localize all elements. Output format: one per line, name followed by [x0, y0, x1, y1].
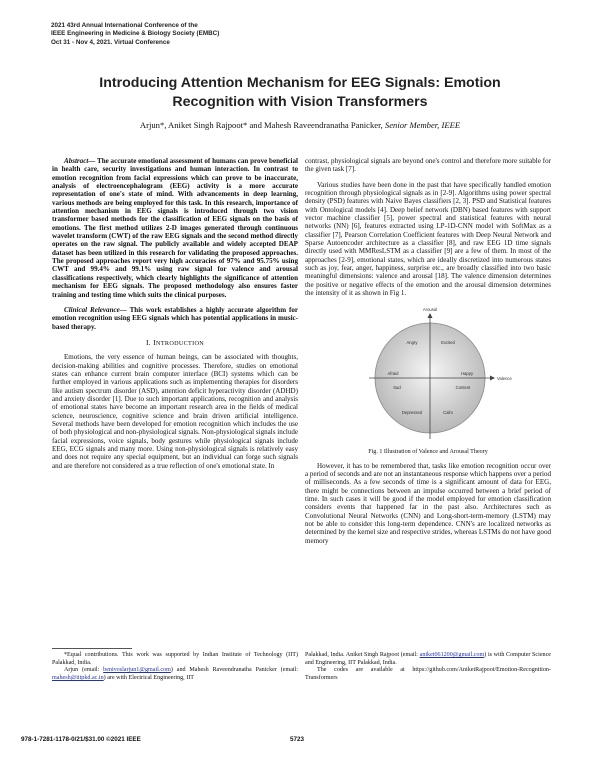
fn-text-e: ) is with Computer Science and Engineering, IIT Palakkad, India.	[305, 652, 551, 666]
label-sad: Sad	[393, 384, 401, 390]
label-arousal: Arousal	[422, 306, 438, 312]
label-depressed: Depressed	[401, 409, 423, 415]
label-angry: Angry	[406, 339, 418, 345]
footnote-authors-2	[305, 652, 551, 667]
section-numeral: I.	[145, 337, 151, 347]
conference-header	[51, 22, 351, 47]
page-number: 5723	[290, 736, 305, 743]
footnote-funding: *Equal contributions. This work was supported by Indian Institute of Technology (IIT) Palakkad, India.	[52, 652, 298, 666]
footer-isbn: 978-1-7281-1178-0/21/$31.00 ©2021 IEEE	[21, 736, 141, 743]
fn-text-c: ) are with Electrical Engineering, IIT	[103, 675, 195, 682]
fn-text-a: Arjun (email:	[64, 667, 104, 674]
footnote-left	[52, 652, 298, 683]
right-paragraph-1: contrast, physiological signals are beyond one's control and therefore more suitable for the given task [7].	[305, 157, 551, 174]
conference-line-1: 2021 43rd Annual International Conference of the	[51, 22, 198, 29]
footnote-code: The codes are available at https://github.com/AniketRajpoot/Emotion-Recognition-Transformers	[305, 667, 551, 682]
author-membership: Senior Member, IEEE	[384, 120, 461, 130]
footnote-rule	[52, 648, 132, 649]
abstract-text: The accurate emotional assessment of humans can prove beneficial in health care, security investigations and human interaction. In contrast to emotion recognition from facial expressions which can prove to be inaccurate, analysis of electroencephalogram (EEG) activity is a more accurate representation of one's state of mind. With advancements in deep learning, various methods are being employed for this task. In this research, importance of attention mechanism in EEG signals is introduced through two vision transformer based methods for the classification of EEG signals on the basis of emotions. The first method utilizes 2-D images generated through continuous wavelet transform (CWT) of the raw EEG signals and the second method directly operates on the raw signal. The publicly available and widely accepted DEAP dataset has been utilized in this research for validating the proposed approaches. The proposed approaches report very high accuracies of 97% and 95.75% using CWT and 99.4% and 99.1% using raw signal for valence and arousal classifications respectively, which clearly highlights the significance of attention mechanism for EEG signals. The proposed methodology also ensures faster training and testing time which suits the clinical purposes.	[52, 157, 298, 299]
label-happy: Happy	[460, 370, 474, 376]
footnote-authors-1	[52, 667, 298, 682]
email-link-mahesh[interactable]: mahesh@iitpkd.ac.in	[52, 675, 104, 682]
relevance-text: This work establishes a highly accurate algorithm for emotion recognition using EEG signals which has potential applications in music-based therapy.	[52, 305, 298, 331]
fn-text-d: Palakkad, India. Aniket Singh Rajpoot (email:	[305, 652, 420, 658]
right-column	[305, 157, 551, 545]
label-valence: Valence	[497, 375, 512, 381]
relevance-label: Clinical Relevance—	[64, 305, 127, 314]
author-names: Arjun*, Aniket Singh Rajpoot* and Mahesh Raveendranatha Panicker,	[139, 120, 383, 130]
abstract	[52, 157, 298, 299]
section-rest: NTRODUCTION	[156, 339, 205, 347]
arousal-arrow-icon	[428, 313, 433, 318]
paper-title	[40, 74, 560, 112]
conference-line-3: Oct 31 - Nov 4, 2021. Virtual Conference	[51, 38, 170, 46]
conference-line-2: IEEE Engineering in Medicine & Biology Society (EMBC)	[51, 30, 220, 38]
clinical-relevance	[52, 306, 298, 331]
label-calm: Calm	[443, 409, 453, 415]
email-link-arjun[interactable]: benivoslarjun1@gmail.com	[103, 667, 171, 674]
email-link-aniket[interactable]: aniket061200@gmail.com	[419, 652, 485, 658]
fn-text-b: ) and Mahesh Raveendranatha Panicker (email:	[170, 667, 298, 674]
author-list	[40, 120, 560, 131]
right-paragraph-2: Various studies have been done in the past that have specifically handled emotion recognition through physiological signals as in [2-9]. Algorithms using power spectral density (PSD) features with Naive Bayes classifiers [2, 3]. PSD and Statistical features with Ontological models [4]. Deep belief network (DBN) based features with support vector machine classifier [5], power spectral and statistical features with neural networks (NN) [6], features extracted using LP-1D-CNN model with SoftMax as a classifier [7], Pearson Correlation Coefficient features with Deep Neural Network and Sparse Autoencoder architecture as a classifier [8], and raw EEG 1D time signals directly used with MMResLSTM as a classifier [9] are a few of them. In most of the approaches [2-9], emotional states, which are ideally discretized into numerous states such as joy, fear, anger, happiness, surprise etc., are broadly classified into two basic meaningful dimensions: valence and arousal [18]. The valence dimension determines the positive or negative effects of the emotion and the arousal dimension determines the intensity of it as shown in Fig 1.	[305, 180, 551, 298]
right-paragraph-3: However, it has to be remembered that, tasks like emotion recognition occur over a period of seconds and are not an instantaneous response which happens over a period of milliseconds. As a few seconds of time is a significant amount of data for EEG, there might be connections between an impulse occurred between a brief period of time. In such cases it will be good if the model employed for emotion classification considers events that happened far in the past also. Architectures such as Convolutional Neural Networks (CNN) and Long-short-term-memory (LSTM) may not be able to consider this long-term dependence. CNN's are localized networks as determined by the kernel size and respective strides, whereas LSTMs do not have good memory	[305, 461, 551, 545]
abstract-label: Abstract—	[64, 157, 96, 165]
title-line-1: Introducing Attention Mechanism for EEG Signals: Emotion	[99, 75, 501, 91]
label-excited: Excited	[441, 339, 455, 345]
label-content: Content	[455, 384, 471, 390]
label-afraid: Afraid	[387, 370, 399, 376]
title-line-2: Recognition with Vision Transformers	[172, 94, 428, 110]
figure-caption: Fig. 1 Illustration of Valence and Arousal Theory	[368, 448, 488, 455]
valence-arrow-icon	[490, 375, 495, 380]
section-first-letter: I	[153, 337, 157, 347]
section-heading-introduction	[52, 339, 298, 348]
figure-valence-arousal	[305, 304, 551, 444]
intro-paragraph-1: Emotions, the very essence of human beings, can be associated with thoughts, decision-making abilities and cognitive processes. Therefore, studies on emotional states can enhance current brain computer interface (BCI) systems which can be further employed in various applications such as implementing therapies for disorders like autism spectrum disorder (ASD), attention deficit hyperactivity disorder (ADHD) and anxiety disorder [1]. Due to such important applications, recognition and analysis of emotional states have become an important research area in the fields of medical science, neuroscience, cognitive science and brain driven artificial intelligence. Several methods have been developed for emotion recognition which includes the use of both physiological and non-physiological signals. Non-physiological signals include facial expressions, voice signals, body gestures while physiological signals include EEG, ECG signals and many more. Using non-physiological signals is relatively easy and does not require any special equipment, but an individual can forge such signals and are therefore not considered as a true reflection of one's emotional state. In	[52, 353, 298, 470]
left-column	[52, 157, 298, 470]
footnote-right	[305, 652, 551, 683]
valence-arousal-diagram	[305, 304, 551, 444]
